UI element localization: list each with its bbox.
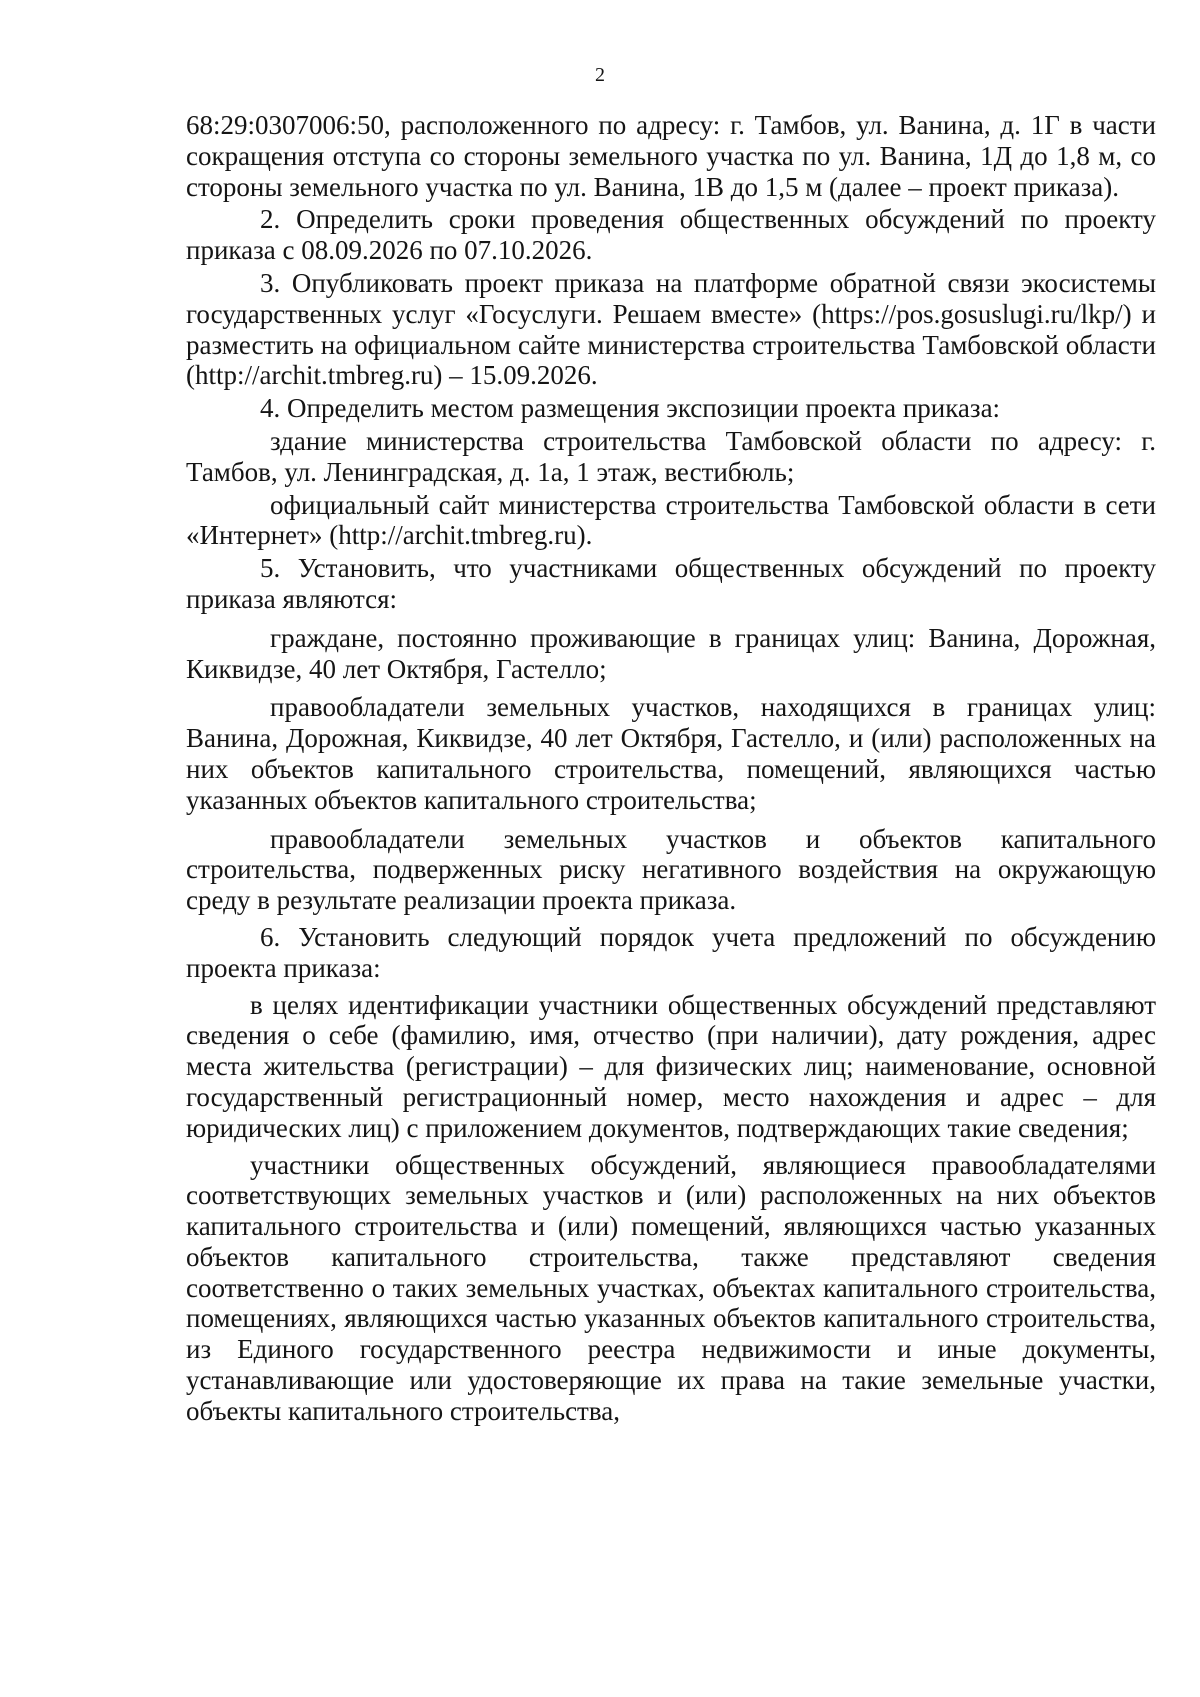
page-number: 2	[595, 64, 605, 86]
document-body	[186, 110, 1156, 1427]
paragraph-item-6: 6. Установить следующий порядок учета предложений по обсуждению проекта приказа:	[186, 921, 1156, 983]
paragraph-item-2: 2. Определить сроки проведения общественных обсуждений по проекту приказа с 08.09.2026 по 07.10.2026.	[186, 204, 1156, 266]
paragraph-continuation: 68:29:0307006:50, расположенного по адресу: г. Тамбов, ул. Ванина, д. 1Г в части сокращения отступа со стороны земельного участка по ул. Ванина, 1Д до 1,8 м, со стороны земельного участка по ул. Ванина, 1В до 1,5 м (далее – проект приказа).	[186, 110, 1156, 202]
paragraph-item-3: 3. Опубликовать проект приказа на платформе обратной связи экосистемы государственных услуг «Госуслуги. Решаем вместе» (https://pos.gosuslugi.ru/lkp/) и разместить на официальном сайте министерства строительства Тамбовской области (http://archit.tmbreg.ru) – 15.09.2026.	[186, 267, 1156, 391]
paragraph-item-5: 5. Установить, что участниками общественных обсуждений по проекту приказа являются:	[186, 553, 1156, 614]
paragraph-exposition-website: официальный сайт министерства строительства Тамбовской области в сети «Интернет» (http://archit.tmbreg.ru).	[186, 489, 1156, 551]
paragraph-exposition-building: здание министерства строительства Тамбовской области по адресу: г. Тамбов, ул. Ленинградская, д. 1а, 1 этаж, вестибюль;	[186, 425, 1156, 487]
paragraph-participants-risk: правообладатели земельных участков и объектов капитального строительства, подверженных риску негативного воздействия на окружающую среду в результате реализации проекта приказа.	[186, 823, 1156, 916]
paragraph-item-4: 4. Определить местом размещения экспозиции проекта приказа:	[260, 393, 1001, 424]
paragraph-participants-owners: правообладатели земельных участков, находящихся в границах улиц: Ванина, Дорожная, Киквидзе, 40 лет Октября, Гастелло, и (или) расположенных на них объектов капитального строительства, помещений, являющихся частью указанных объектов капитального строительства;	[186, 692, 1156, 815]
paragraph-identification: в целях идентификации участники общественных обсуждений представляют сведения о себе (фамилию, имя, отчество (при наличии), дату рождения, адрес места жительства (регистрации) – для физических лиц; наименование, основной государственный регистрационный номер, место нахождения и адрес – для юридических лиц) с приложением документов, подтверждающих такие сведения;	[186, 989, 1156, 1143]
paragraph-participants-citizens: граждане, постоянно проживающие в границах улиц: Ванина, Дорожная, Киквидзе, 40 лет Октября, Гастелло;	[186, 622, 1156, 684]
paragraph-owners-info: участники общественных обсуждений, являющиеся правообладателями соответствующих земельных участков и (или) расположенных на них объектов капитального строительства и (или) помещений, являющихся частью указанных объектов капитального строительства, также представляют сведения соответственно о таких земельных участках, объектах капитального строительства, помещениях, являющихся частью указанных объектов капитального строительства, из Единого государственного реестра недвижимости и иные документы, устанавливающие или удостоверяющие их права на такие земельные участки, объекты капитального строительства,	[186, 1149, 1156, 1426]
